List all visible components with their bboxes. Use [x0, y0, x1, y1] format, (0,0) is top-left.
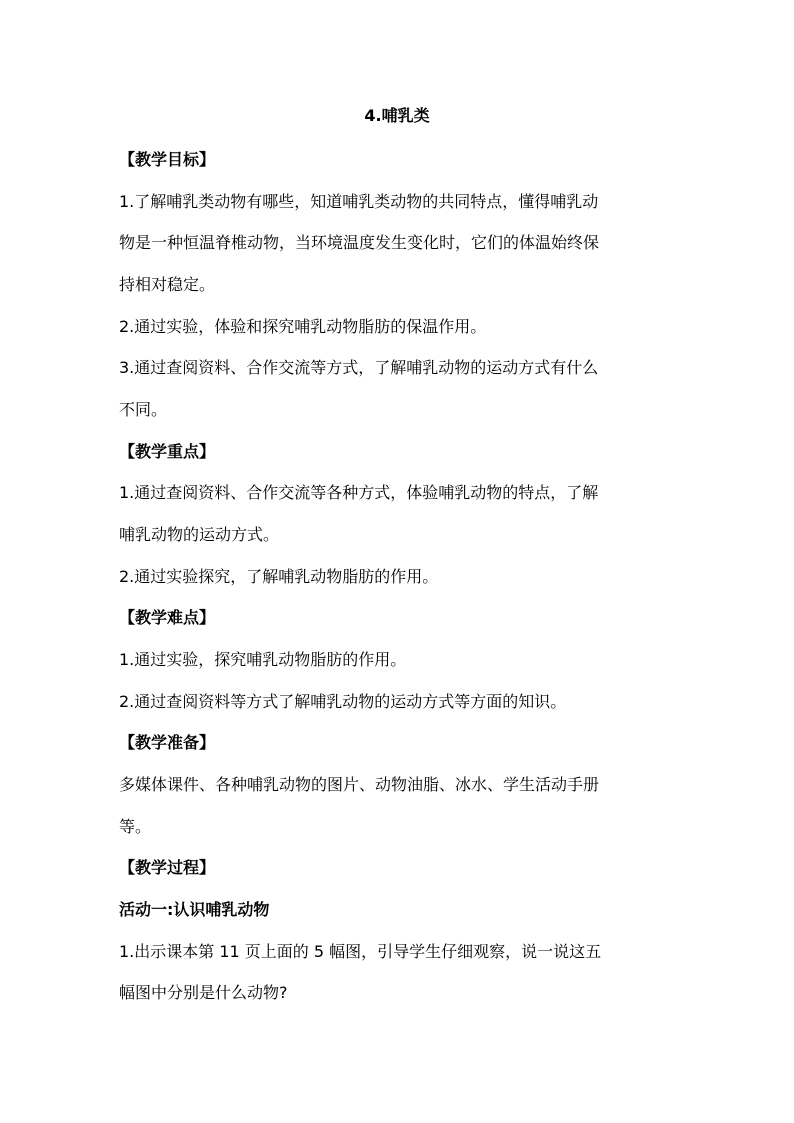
- preparation-heading: 【教学准备】: [119, 733, 216, 752]
- objectives-item1-line3: 持相对稳定。: [119, 275, 216, 294]
- objectives-heading: 【教学目标】: [119, 150, 216, 169]
- key-points-item1-line1: 1.通过查阅资料、合作交流等各种方式，体验哺乳动物的特点，了解: [119, 483, 599, 502]
- objectives-item1-line2: 物是一种恒温脊椎动物，当环境温度发生变化时，它们的体温始终保: [119, 233, 600, 252]
- objectives-item3-line1: 3.通过查阅资料、合作交流等方式，了解哺乳动物的运动方式有什么: [119, 358, 599, 377]
- key-points-item1-line2: 哺乳动物的运动方式。: [119, 525, 280, 544]
- objectives-item3-line2: 不同。: [119, 400, 168, 419]
- difficulties-heading: 【教学难点】: [119, 608, 216, 627]
- objectives-item1-line1: 1.了解哺乳类动物有哪些，知道哺乳类动物的共同特点，懂得哺乳动: [119, 192, 599, 211]
- preparation-line1: 多媒体课件、各种哺乳动物的图片、动物油脂、冰水、学生活动手册: [119, 775, 600, 794]
- preparation-line2: 等。: [119, 817, 152, 836]
- difficulties-item1: 1.通过实验，探究哺乳动物脂肪的作用。: [119, 650, 407, 669]
- activity1-line2: 幅图中分别是什么动物?: [119, 983, 288, 1002]
- key-points-item2: 2.通过实验探究，了解哺乳动物脂肪的作用。: [119, 567, 439, 586]
- document-title: 4.哺乳类: [364, 106, 430, 125]
- objectives-item2: 2.通过实验，体验和探究哺乳动物脂肪的保温作用。: [119, 317, 487, 336]
- key-points-heading: 【教学重点】: [119, 442, 216, 461]
- activity1-heading: 活动一:认识哺乳动物: [119, 900, 270, 919]
- activity1-line1: 1.出示课本第 11 页上面的 5 幅图，引导学生仔细观察，说一说这五: [119, 942, 602, 961]
- process-heading: 【教学过程】: [119, 858, 216, 877]
- difficulties-item2: 2.通过查阅资料等方式了解哺乳动物的运动方式等方面的知识。: [119, 692, 567, 711]
